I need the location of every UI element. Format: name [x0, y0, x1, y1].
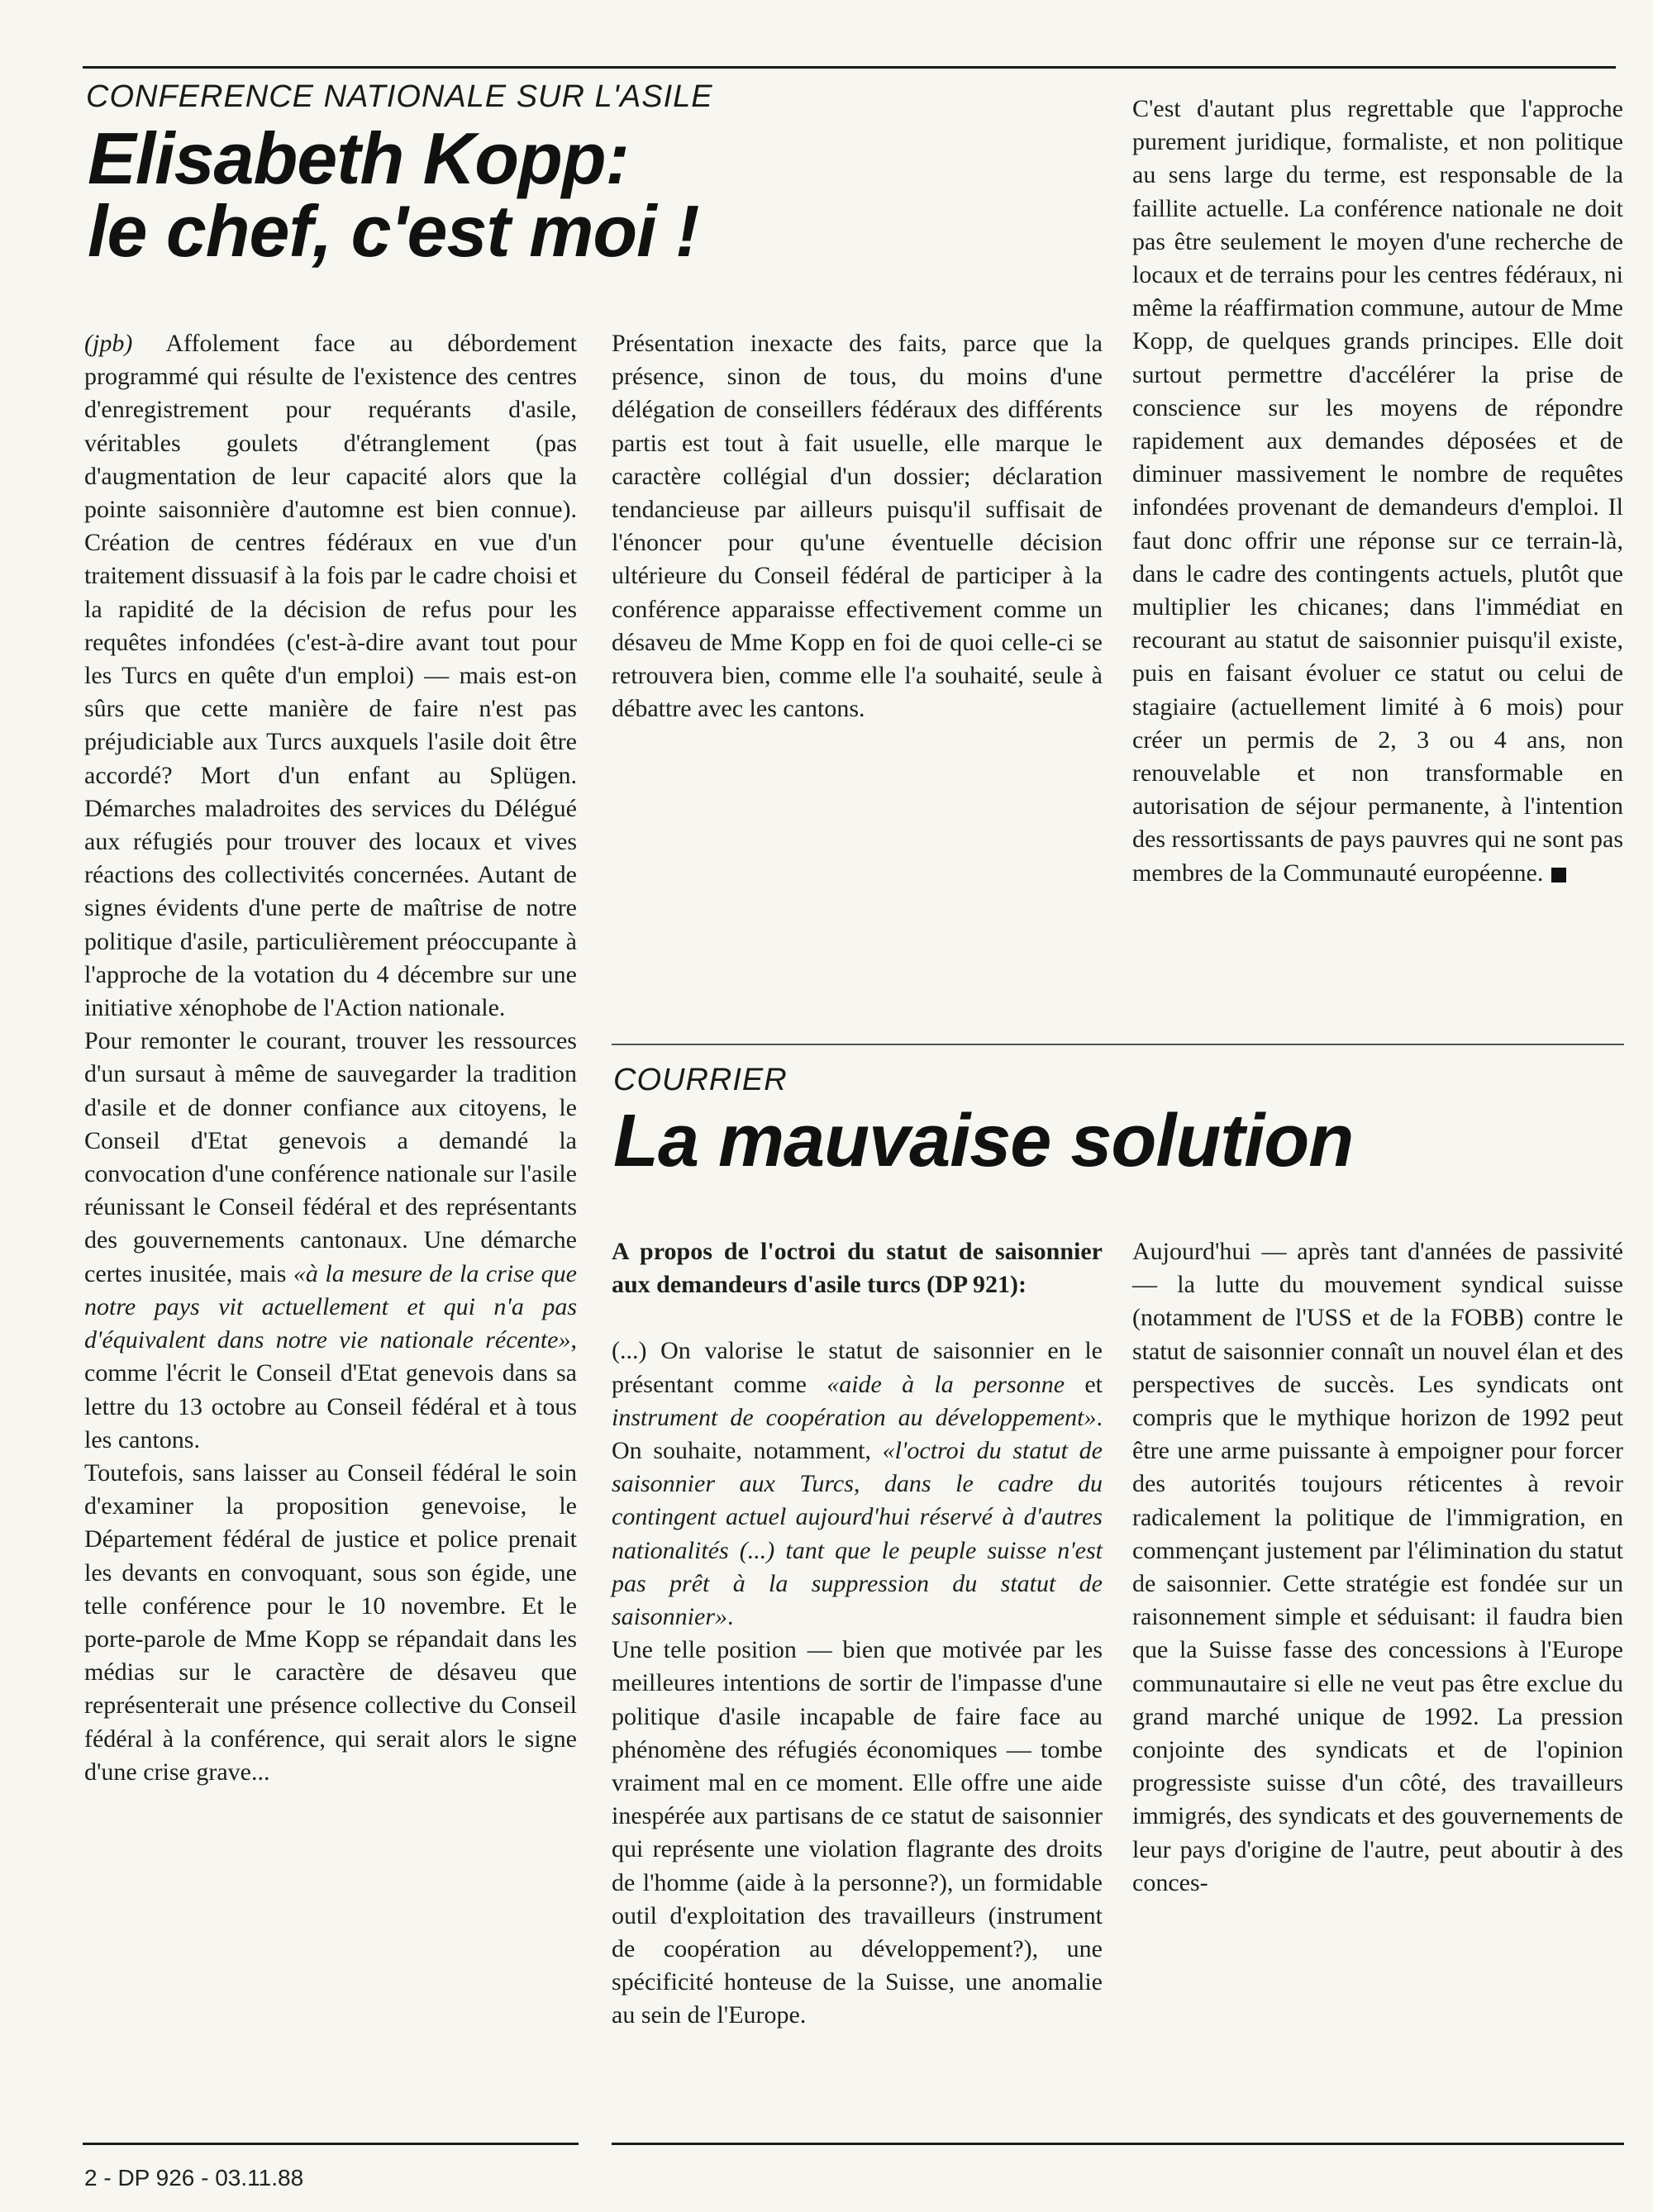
article2-title: La mauvaise solution — [613, 1100, 1354, 1182]
article1-paragraph — [84, 1025, 577, 1457]
article2-p1-quote2: instrument de coopération au développement» — [612, 1403, 1097, 1431]
end-mark-icon — [1551, 868, 1566, 882]
article2-p1-text-d: . — [727, 1603, 734, 1631]
article1-p1-text: Affolement face au débordement programmé qui résulte de l'existence des centres d'enregistrement pour requérants d'asile, véritables goulets d'étranglement (pas d'augmentation de leur capacité alors que la pointe saisonnière d'automne est bien connue). Création de centres fédéraux en vue d'un traitement dissuasif à la fois par le cadre choisi et la rapidité de la décision de refus pour les requêtes infondées (c'est-à-dire avant tout pour les Turcs en quête d'un emploi) — mais est-on sûrs que cette manière de faire n'est pas préjudiciable aux Turcs auxquels l'asile doit être accordé? Mort d'un enfant au Splügen. Démarches maladroites des services du Délégué aux réfugiés pour trouver des locaux et vives réactions des collectivités concernées. Autant de signes évidents d'une perte de maîtrise de notre politique d'asile, particulièrement préoccupante à l'approche de la votation du 4 décembre sur une initiative xénophobe de l'Action nationale. — [84, 330, 577, 1022]
article2-lead: A propos de l'octroi du statut de saisonnier aux demandeurs d'asile turcs (DP 921): — [612, 1238, 1103, 1299]
article1-byline: (jpb) — [84, 330, 133, 357]
article1-column-1 — [84, 327, 577, 1789]
article2-column-1 — [612, 1235, 1103, 2033]
article1-paragraph — [1132, 93, 1623, 890]
article1-p2-text-end: , comme l'écrit le Conseil d'Etat genevois dans sa lettre du 13 octobre au Conseil fédéral et à tous les cantons. — [84, 1326, 577, 1453]
article1-title-line1: Elisabeth Kopp: — [88, 117, 629, 199]
article2-paragraph — [612, 1334, 1103, 1634]
bottom-rule-right — [612, 2143, 1624, 2145]
article1-title — [88, 117, 831, 272]
article2-p1-quote3: «l'octroi du statut de saisonnier aux Turcs, dans le cadre du contingent actuel aujourd'hui réservé à d'autres nationalités (...) tant que le peuple suisse n'est pas prêt à la suppression du statut de saisonnier» — [612, 1437, 1103, 1631]
article2-p1-text-b: et — [1065, 1370, 1103, 1398]
article1-paragraph: Toutefois, sans laisser au Conseil fédéral le soin d'examiner la proposition genevoise, le Département fédéral de justice et police prenait les devants en convoquant, sous son égide, une telle conférence pour le 10 novembre. Et le porte-parole de Mme Kopp se répandait dans les médias sur le caractère de désaveu que représenterait une présence collective du Conseil fédéral à la conférence, qui serait alors le signe d'une crise grave... — [84, 1458, 577, 1786]
article1-column-2 — [612, 327, 1103, 725]
article2-p1-text: (...) On valorise le statut de saisonnier en le présentant comme — [612, 1337, 1103, 1398]
article2-p1-quote1: «aide à la personne — [826, 1370, 1065, 1398]
article2-p1-text-c: . On souhaite, notamment, — [612, 1403, 1103, 1465]
article1-p2-quote: «à la mesure de la crise que notre pays vit actuellement et qui n'a pas d'équivalent dans notre vie nationale récente» — [84, 1259, 578, 1354]
article1-paragraph — [84, 327, 577, 1025]
article1-p2-text: Pour remonter le courant, trouver les ressources d'un sursaut à même de sauvegarder la tradition d'asile et de donner confiance aux citoyens, le Conseil d'Etat genevois a demandé la convocation d'une conférence nationale sur l'asile réunissant le Conseil fédéral et des représentants des gouvernements cantonaux. Une démarche certes inusitée, mais — [84, 1027, 577, 1287]
article2-paragraph: Une telle position — bien que motivée par les meilleures intentions de sortir de l'impasse d'une politique d'asile incapable de faire face au phénomène des réfugiés économiques — tombe vraiment mal en ce moment. Elle offre une aide inespérée aux partisans de ce statut de saisonnier qui représente une violation flagrante des droits de l'homme (aide à la personne?), un formidable outil d'exploitation des travailleurs (instrument de coopération au développement?), une spécificité honteuse de la Suisse, une anomalie au sein de l'Europe. — [612, 1636, 1103, 2029]
page-footer: 2 - DP 926 - 03.11.88 — [84, 2165, 304, 2191]
article2-kicker: COURRIER — [613, 1063, 788, 1097]
article1-kicker: CONFERENCE NATIONALE SUR L'ASILE — [86, 79, 713, 114]
article2-column-2 — [1132, 1235, 1623, 1900]
article1-title-line2: le chef, c'est moi ! — [88, 190, 699, 272]
article2-paragraph: Aujourd'hui — après tant d'années de passivité — la lutte du mouvement syndical suisse (notamment de l'USS et de la FOBB) contre le statut de saisonnier connaît un nouvel élan et des perspectives de succès. Les syndicats ont compris que le mythique horizon de 1992 peut être une arme puissante à empoigner pour forcer des autorités toujours réticentes à revoir radicalement la politique de l'immigration, en commençant justement par l'élimination du statut de saisonnier. Cette stratégie est fondée sur un raisonnement simple et séduisant: il faudra bien que la Suisse fasse des concessions à l'Europe communautaire si elle ne veut pas être exclue du grand marché unique de 1992. La pression conjointe des syndicats et de l'opinion progressiste suisse d'un côté, des travailleurs immigrés, des syndicats et des gouvernements de leur pays d'origine de l'autre, peut aboutir à des conces- — [1132, 1238, 1623, 1896]
bottom-rule-left — [83, 2143, 579, 2145]
article1-p5-text: C'est d'autant plus regrettable que l'approche purement juridique, formaliste, et non politique au sens large du terme, est responsable de la faillite actuelle. La conférence nationale ne doit pas être seulement le moyen d'une recherche de locaux et de terrains pour les centres fédéraux, ni même la réaffirmation commune, autour de Mme Kopp, de quelques grands principes. Elle doit surtout permettre d'accélérer la prise de conscience sur les moyens de répondre rapidement aux demandes déposées et de diminuer massivement le nombre de requêtes infondées provenant de demandeurs d'emploi. Il faut donc offrir une réponse sur ce terrain-là, dans le cadre des contingents actuels, plutôt que multiplier les chicanes; dans l'immédiat en recourant au statut de saisonnier puisqu'il existe, puis en faisant évoluer ce statut ou celui de stagiaire (actuellement limité à 6 mois) pour créer un permis de 2, 3 ou 4 ans, non renouvelable et non transformable en autorisation de séjour permanente, à l'intention des ressortissants de pays pauvres qui ne sont pas membres de la Communauté européenne. — [1132, 95, 1623, 887]
section-rule — [612, 1044, 1624, 1045]
article1-column-3 — [1132, 93, 1623, 890]
top-rule — [83, 66, 1616, 69]
article1-paragraph: Présentation inexacte des faits, parce que la présence, sinon de tous, du moins d'une délégation de conseillers fédéraux des différents partis est tout à fait usuelle, elle marque le caractère collégial d'un dossier; déclaration tendancieuse par ailleurs puisqu'il suffisait de l'énoncer pour qu'une éventuelle décision ultérieure du Conseil fédéral de participer à la conférence apparaisse effectivement comme un désaveu de Mme Kopp en foi de quoi celle-ci se retrouvera bien, comme elle l'a souhaité, seule à débattre avec les cantons. — [612, 330, 1103, 723]
